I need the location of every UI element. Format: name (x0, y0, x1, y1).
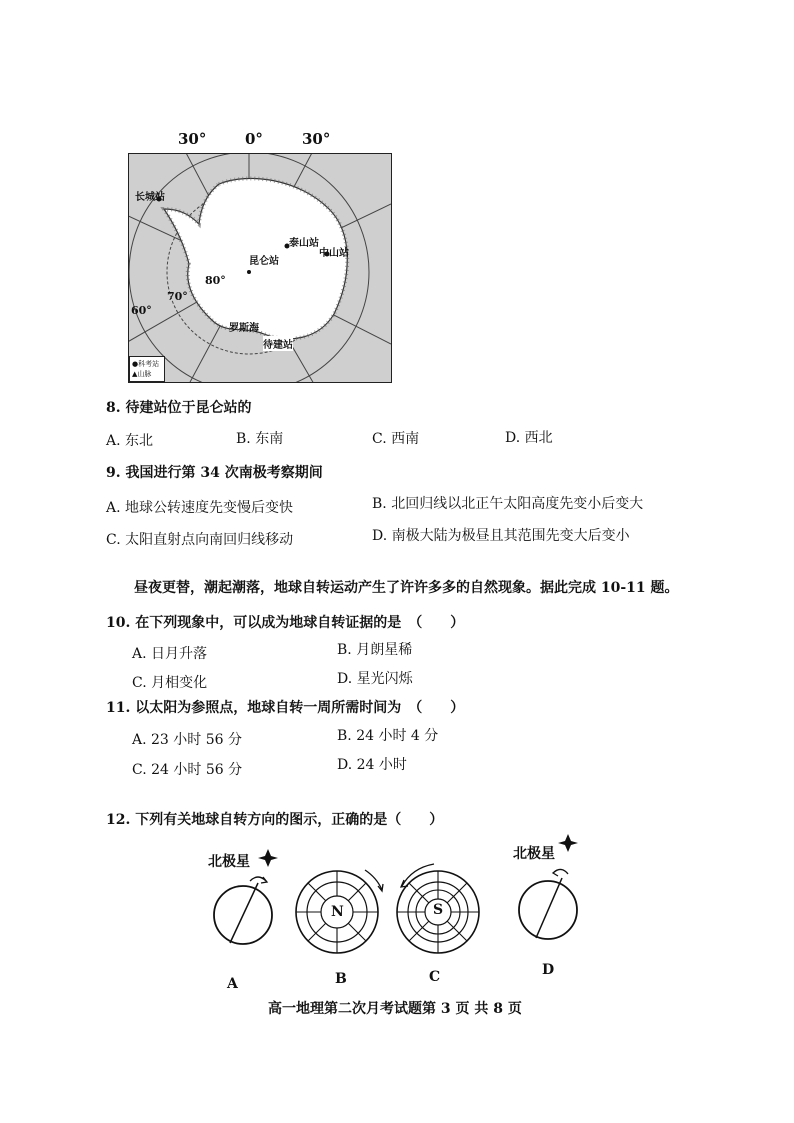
figure-d-diagram (510, 830, 595, 945)
legend-item: ▲山脉 (132, 370, 152, 378)
station-label: 泰山站 (289, 238, 319, 249)
q8-option-a: A. 东北 (106, 433, 154, 449)
map-longitude-label: 30° (178, 130, 207, 148)
q10-option-a: A. 日月升落 (132, 646, 208, 662)
q11-option-a: A. 23 小时 56 分 (132, 732, 242, 748)
question-8: 8. 待建站位于昆仑站的 (106, 400, 252, 416)
question-11: 11. 以太阳为参照点，地球自转一周所需时间为 （ ） (106, 700, 465, 716)
q11-option-d: D. 24 小时 (337, 757, 407, 773)
q9-option-c: C. 太阳直射点向南回归线移动 (106, 532, 294, 548)
north-star-label: 北极星 (208, 854, 250, 870)
q11-option-b: B. 24 小时 4 分 (337, 728, 439, 744)
pole-label-n: N (331, 904, 344, 920)
q10-option-d: D. 星光闪烁 (337, 671, 413, 687)
antarctica-map-svg (129, 154, 391, 382)
station-label: 中山站 (319, 248, 349, 259)
figure-a-diagram (206, 843, 296, 953)
legend-item: ●科考站 (132, 360, 160, 368)
station-label: 昆仑站 (249, 256, 279, 267)
q9-option-b: B. 北回归线以北正午太阳高度先变小后变大 (372, 496, 644, 512)
latitude-label: 70° (167, 290, 188, 303)
question-10: 10. 在下列现象中，可以成为地球自转证据的是 （ ） (106, 615, 465, 631)
page-footer: 高一地理第二次月考试题第 3 页 共 8 页 (268, 1001, 522, 1017)
pole-label-s: S (433, 902, 444, 918)
figure-label-c: C (429, 969, 441, 985)
latitude-label: 60° (131, 304, 152, 317)
sea-label: 罗斯海 (229, 323, 259, 334)
figure-label-b: B (335, 971, 347, 987)
north-star-label: 北极星 (513, 846, 555, 862)
q8-option-d: D. 西北 (505, 430, 553, 446)
latitude-label: 80° (205, 274, 226, 287)
q9-option-a: A. 地球公转速度先变慢后变快 (106, 500, 294, 516)
station-label: 长城站 (135, 192, 165, 203)
q11-option-c: C. 24 小时 56 分 (132, 762, 243, 778)
station-label: 待建站 (263, 336, 293, 351)
figure-label-d: D (542, 962, 555, 978)
q10-option-b: B. 月朗星稀 (337, 642, 413, 658)
q8-option-c: C. 西南 (372, 431, 420, 447)
map-legend (129, 356, 165, 382)
antarctica-map (128, 153, 392, 383)
question-12: 12. 下列有关地球自转方向的图示，正确的是（ ） (106, 812, 444, 828)
map-longitude-label: 0° (245, 130, 263, 148)
q8-option-b: B. 东南 (236, 431, 284, 447)
map-longitude-label: 30° (302, 130, 331, 148)
intro-text: 昼夜更替，潮起潮落，地球自转运动产生了许许多多的自然现象。据此完成 10-11 题。 (134, 580, 679, 596)
question-9: 9. 我国进行第 34 次南极考察期间 (106, 465, 323, 481)
figure-label-a: A (227, 976, 238, 992)
q10-option-c: C. 月相变化 (132, 675, 208, 691)
q9-option-d: D. 南极大陆为极昼且其范围先变大后变小 (372, 528, 630, 544)
